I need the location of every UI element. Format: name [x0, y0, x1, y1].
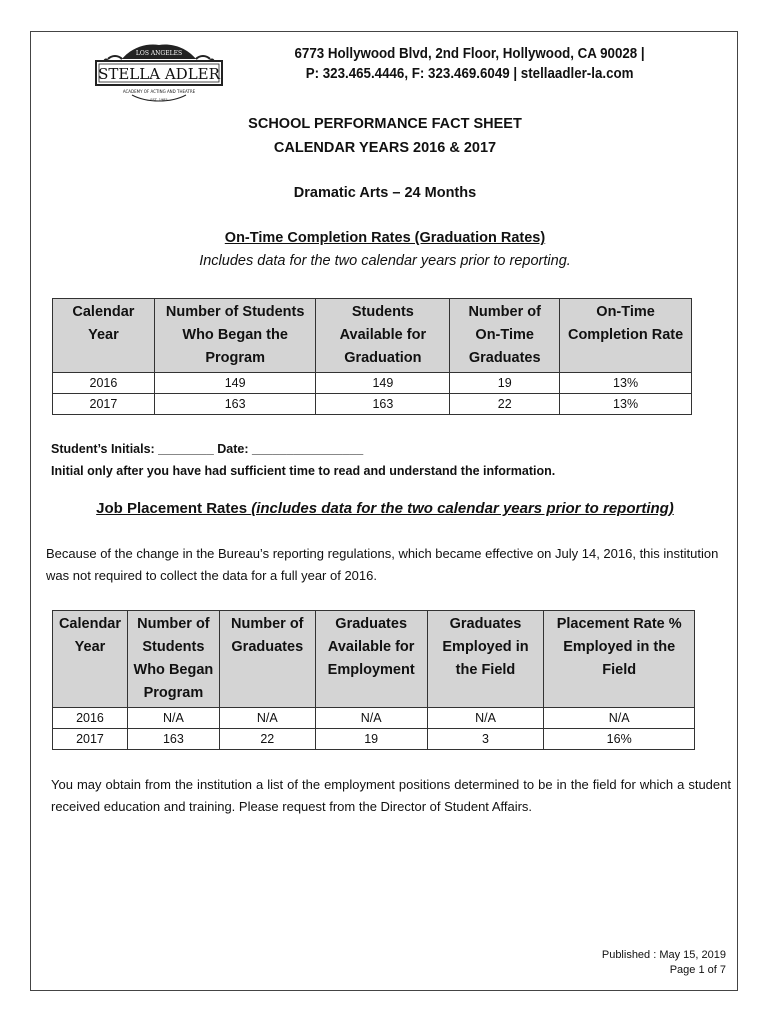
- header-students-available: Students Available for Graduation: [316, 299, 450, 373]
- calendar-years-title: CALENDAR YEARS 2016 & 2017: [273, 140, 497, 156]
- initials-date-line[interactable]: Student’s Initials: ________ Date: ________________: [51, 442, 364, 456]
- cell-students-available: 149: [316, 373, 450, 394]
- cell-students-began: 149: [154, 373, 316, 394]
- completion-heading: On-Time Completion Rates (Graduation Rates): [224, 230, 546, 246]
- header-completion-rate: On-Time Completion Rate: [560, 299, 692, 373]
- table-row: [53, 708, 695, 729]
- svg-text:ACADEMY OF ACTING AND THEATRE: ACADEMY OF ACTING AND THEATRE: [122, 89, 196, 94]
- cell-graduates-available: N/A: [315, 708, 427, 729]
- completion-subheading: Includes data for the two calendar years prior to reporting.: [199, 253, 571, 269]
- cell-placement-rate: N/A: [544, 708, 695, 729]
- cell-year: 2017: [53, 729, 128, 750]
- cell-on-time-graduates: 19: [450, 373, 560, 394]
- cell-on-time-graduates: 22: [450, 394, 560, 415]
- school-address: [258, 44, 681, 84]
- initials-block: [51, 438, 555, 482]
- page-number: Page 1 of 7: [669, 964, 726, 976]
- cell-students-available: 163: [316, 394, 450, 415]
- header-graduates-available: Graduates Available for Employment: [315, 611, 427, 708]
- table-row: [53, 373, 692, 394]
- contact-line: P: 323.465.4446, F: 323.469.6049 | stellaadler-la.com: [305, 66, 634, 82]
- placement-heading: [0, 500, 770, 517]
- placement-heading-note: (includes data for the two calendar years prior to reporting): [251, 500, 674, 517]
- completion-rates-table: [52, 298, 692, 415]
- page-footer: [602, 948, 726, 978]
- svg-text:EST. 1985: EST. 1985: [150, 98, 168, 102]
- svg-text:STELLA ADLER: STELLA ADLER: [98, 65, 220, 83]
- cell-graduates-employed: N/A: [427, 708, 544, 729]
- header-students-began: Number of Students Who Began Program: [127, 611, 219, 708]
- header-calendar-year: Calendar Year: [53, 299, 155, 373]
- placement-footnote: You may obtain from the institution a list of the employment positions determined to be in the field for which a student received education and training. Please request from the Director of Student Affairs.: [51, 777, 731, 814]
- cell-graduates-employed: 3: [427, 729, 544, 750]
- table-row: [53, 394, 692, 415]
- cell-students-began: 163: [154, 394, 316, 415]
- address-line: 6773 Hollywood Blvd, 2nd Floor, Hollywood, CA 90028 |: [294, 46, 645, 62]
- svg-text:LOS ANGELES: LOS ANGELES: [135, 50, 183, 57]
- cell-graduates: N/A: [219, 708, 315, 729]
- header-placement-rate: Placement Rate % Employed in the Field: [544, 611, 695, 708]
- placement-table-header: [53, 611, 695, 708]
- header-graduates-employed: Graduates Employed in the Field: [427, 611, 544, 708]
- stella-adler-logo: [92, 37, 226, 103]
- table-row: [53, 729, 695, 750]
- cell-completion-rate: 13%: [560, 394, 692, 415]
- cell-graduates: 22: [219, 729, 315, 750]
- job-placement-table: [52, 610, 695, 750]
- fact-sheet-title: SCHOOL PERFORMANCE FACT SHEET: [248, 116, 522, 132]
- published-date: Published : May 15, 2019: [601, 949, 726, 961]
- cell-completion-rate: 13%: [560, 373, 692, 394]
- cell-students-began: 163: [127, 729, 219, 750]
- header-graduates: Number of Graduates: [219, 611, 315, 708]
- header-on-time-graduates: Number of On-Time Graduates: [450, 299, 560, 373]
- placement-regulation-note: Because of the change in the Bureau’s reporting regulations, which became effective on July 14, 2016, this institution was not required to collect the data for a full year of 2016.: [46, 546, 719, 583]
- cell-year: 2016: [53, 373, 155, 394]
- cell-placement-rate: 16%: [544, 729, 695, 750]
- placement-heading-main: Job Placement Rates: [96, 500, 252, 517]
- header-students-began: Number of Students Who Began the Program: [154, 299, 316, 373]
- completion-table-header: [53, 299, 692, 373]
- cell-graduates-available: 19: [315, 729, 427, 750]
- program-title: Dramatic Arts – 24 Months: [293, 185, 477, 201]
- cell-students-began: N/A: [127, 708, 219, 729]
- cell-year: 2016: [53, 708, 128, 729]
- cell-year: 2017: [53, 394, 155, 415]
- initials-instruction: Initial only after you have had sufficient time to read and understand the information.: [51, 464, 556, 478]
- header-calendar-year: Calendar Year: [53, 611, 128, 708]
